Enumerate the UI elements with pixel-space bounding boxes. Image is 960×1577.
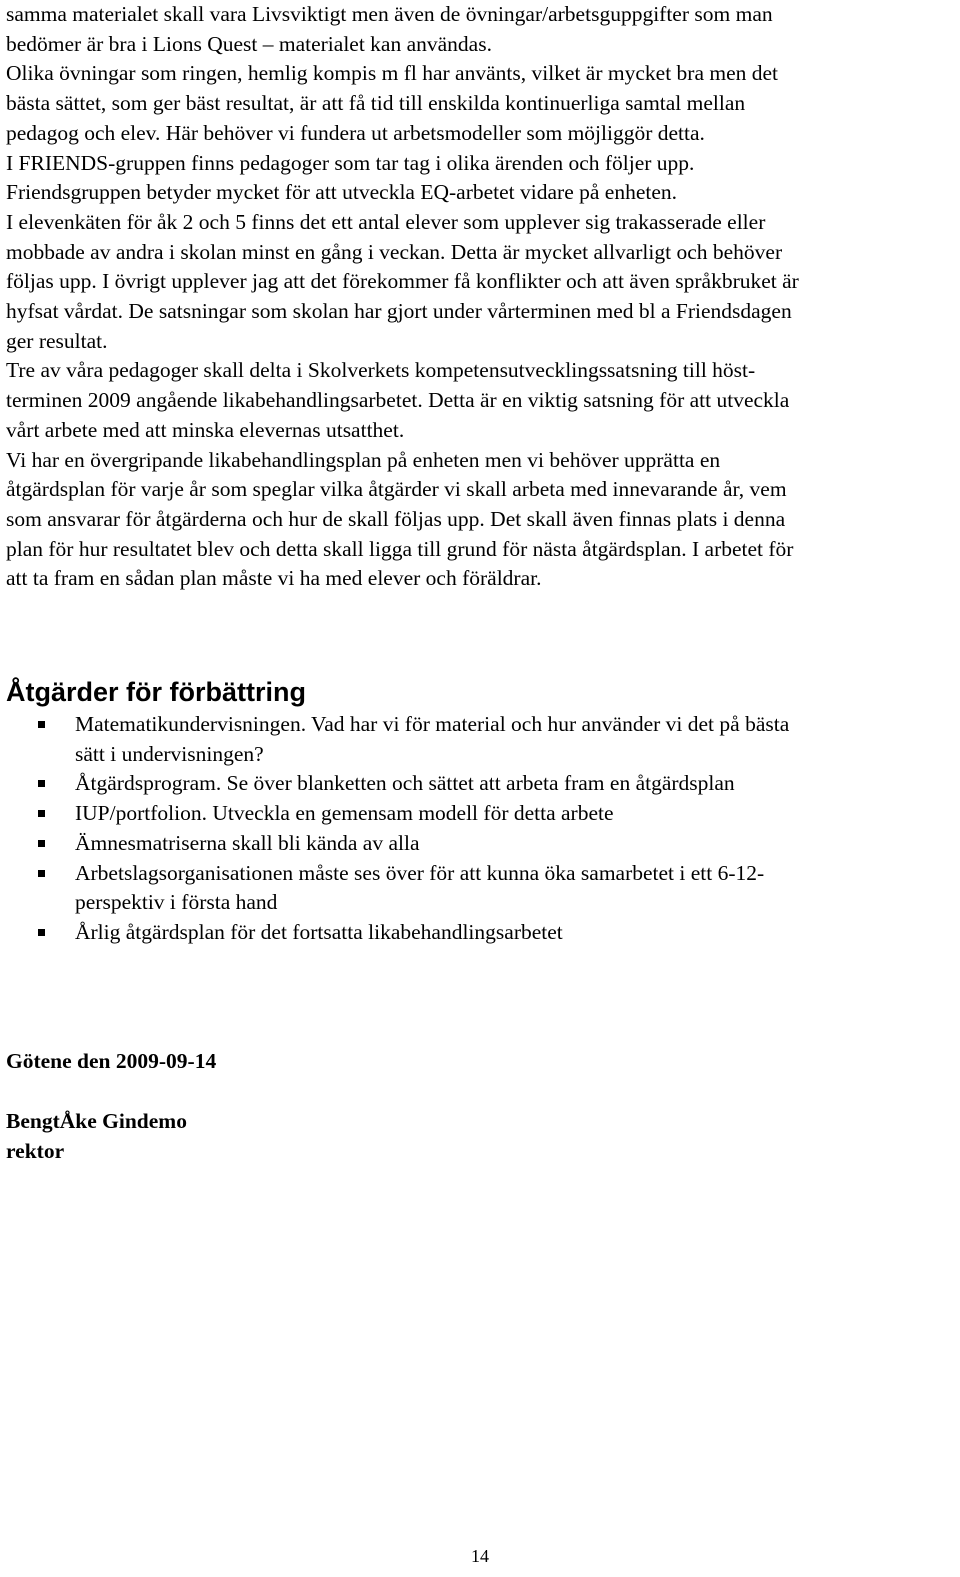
square-bullet-icon	[38, 810, 45, 817]
text-line: Vi har en övergripande likabehandlingsplan på enheten men vi behöver upprätta en	[6, 447, 721, 472]
square-bullet-icon	[38, 840, 45, 847]
signature-place-date: Götene den 2009-09-14	[6, 1049, 217, 1073]
text-line: plan för hur resultatet blev och detta skall ligga till grund för nästa åtgärdsplan. I arbetet för	[6, 536, 794, 561]
square-bullet-icon	[38, 721, 45, 728]
text-line: bästa sättet, som ger bäst resultat, är att få tid till enskilda kontinuerliga samtal mellan	[6, 91, 746, 116]
improvement-list	[0, 710, 950, 948]
list-item	[0, 710, 950, 769]
list-item-line: Arbetslagsorganisationen måste ses över för att kunna öka samarbetet i ett 6-12-	[75, 860, 765, 885]
square-bullet-icon	[38, 780, 45, 787]
text-line: att ta fram en sådan plan måste vi ha med elever och föräldrar.	[6, 566, 542, 591]
document-page	[6, 0, 956, 594]
list-item	[0, 859, 950, 918]
text-line: Tre av våra pedagoger skall delta i Skolverkets kompetensutvecklingssatsning till höst-	[6, 358, 756, 383]
text-line: bedömer är bra i Lions Quest – materialet kan användas.	[6, 31, 492, 56]
list-item-line: Ämnesmatriserna skall bli kända av alla	[75, 830, 420, 855]
list-item	[0, 799, 950, 829]
body-text	[6, 0, 956, 594]
text-line: mobbade av andra i skolan minst en gång i veckan. Detta är mycket allvarligt och behöver	[6, 239, 783, 264]
square-bullet-icon	[38, 870, 45, 877]
text-line: samma materialet skall vara Livsviktigt men även de övningar/arbetsguppgifter som man	[6, 2, 773, 26]
signature-title: rektor	[6, 1139, 65, 1163]
list-item-line: Matematikundervisningen. Vad har vi för material och hur använder vi det på bästa	[75, 712, 790, 736]
text-line: vårt arbete med att minska elevernas utsatthet.	[6, 417, 405, 442]
page-number: 14	[471, 1546, 489, 1566]
section-heading: Åtgärder för förbättring	[6, 677, 306, 707]
text-line: hyfsat vårdat. De satsningar som skolan har gjort under vårterminen med bl a Friendsdagen	[6, 299, 792, 324]
signature-name: BengtÅke Gindemo	[6, 1109, 187, 1133]
list-item	[0, 918, 950, 948]
text-line: I FRIENDS-gruppen finns pedagoger som tar tag i olika ärenden och följer upp.	[6, 150, 695, 175]
text-line: som ansvarar för åtgärderna och hur de skall följas upp. Det skall även finnas plats i denna	[6, 506, 786, 531]
text-line: I elevenkäten för åk 2 och 5 finns det ett antal elever som upplever sig trakasserade eller	[6, 209, 766, 234]
text-line: terminen 2009 angående likabehandlingsarbetet. Detta är en viktig satsning för att utveckla	[6, 388, 790, 413]
square-bullet-icon	[38, 929, 45, 936]
text-line: pedagog och elev. Här behöver vi fundera ut arbetsmodeller som möjliggör detta.	[6, 120, 705, 145]
text-line: följas upp. I övrigt upplever jag att det förekommer få konflikter och att även språkbruket är	[6, 269, 799, 294]
list-item-line: IUP/portfolion. Utveckla en gemensam modell för detta arbete	[75, 801, 614, 826]
list-item-line: Årlig åtgärdsplan för det fortsatta likabehandlingsarbetet	[75, 919, 563, 944]
list-item-line: sätt i undervisningen?	[75, 741, 264, 766]
list-item-line: perspektiv i första hand	[75, 890, 278, 915]
list-item	[0, 769, 950, 799]
text-line: Olika övningar som ringen, hemlig kompis m fl har använts, vilket är mycket bra men det	[6, 61, 779, 86]
list-item-line: Åtgärdsprogram. Se över blanketten och sättet att arbeta fram en åtgärdsplan	[75, 771, 735, 796]
text-line: åtgärdsplan för varje år som speglar vilka åtgärder vi skall arbeta med innevarande år, vem	[6, 477, 787, 502]
text-line: Friendsgruppen betyder mycket för att utveckla EQ-arbetet vidare på enheten.	[6, 180, 678, 205]
list-item	[0, 829, 950, 859]
text-line: ger resultat.	[6, 328, 108, 353]
